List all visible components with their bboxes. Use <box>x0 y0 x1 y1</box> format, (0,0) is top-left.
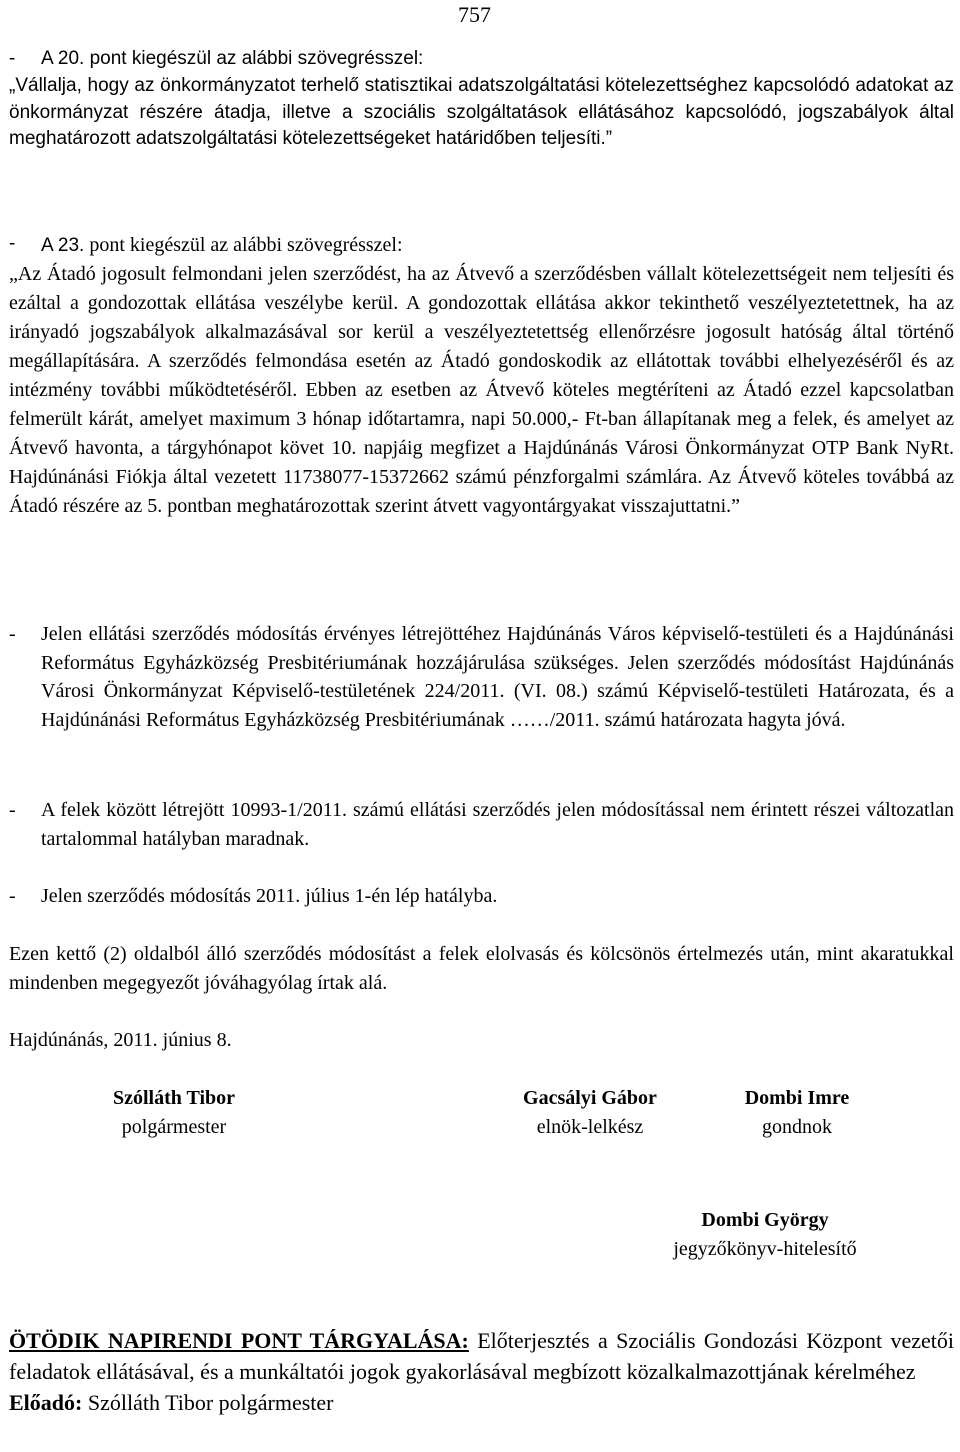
place-date: Hajdúnánás, 2011. június 8. <box>9 1029 232 1051</box>
agenda-heading: ÖTÖDIK NAPIRENDI PONT TÁRGYALÁSA: <box>9 1328 469 1353</box>
presenter-name: Szólláth Tibor polgármester <box>82 1390 334 1415</box>
item-text: Jelen ellátási szerződés módosítás érvényes létrejöttéhez Hajdúnánás Város képviselő-testületi és a Hajdúnánási Református Egyházközség Presbitériumának hozzájárulása szükséges. Jelen szerződés módosítást Hajdúnánás Városi Önkormányzat Képviselő-testületének 224/2011. (VI. 08.) számú Képviselő-testületi Határozata, és a Hajdúnánási Református Egyházközség Presbitériumának ……/2011. számú határozata hagyta jóvá. <box>41 623 954 731</box>
signatory-name: Szólláth Tibor <box>112 1087 236 1109</box>
item-intro-number: A 23. <box>41 235 85 256</box>
item-text: A felek között létrejött 10993-1/2011. számú ellátási szerződés jelen módosítással nem érintett részei változatlan tartalommal hatályban maradnak. <box>41 799 954 850</box>
amendment-item-approval <box>9 620 954 734</box>
signatory-name: Dombi Imre <box>744 1087 850 1109</box>
signatory-role: jegyzőkönyv-hitelesítő <box>673 1238 857 1260</box>
item-body: „Az Átadó jogosult felmondani jelen szerződést, ha az Átvevő a szerződésben vállalt kötelezettségeit nem teljesíti és ezáltal a gondozottak ellátása veszélybe kerül. A gondozottak ellátása akkor tekinthető veszélyeztetettnek, ha az irányadó jogszabályok alkalmazásával sor kerül a veszélyeztetettség ellenőrzésre jogosult hatóság által történő megállapítására. A szerződés felmondása esetén az Átadó gondoskodik az ellátottak további elhelyezéséről és az intézmény további működtetéséről. Ebben az esetben az Átvevő köteles megtéríteni az Átadó ezzel kapcsolatban felmerült kárát, amelyet maximum 3 hónap időtartamra, napi 50.000,- Ft-ban állapítanak meg a felek, és amelyet az Átvevő havonta, a tárgyhónapot követ 10. napjáig megfizet a Hajdúnánás Városi Önkormányzat OTP Bank NyRt. Hajdúnánási Fiókja által vezetett 11738077-15372662 számú pénzforgalmi számlára. Az Átvevő köteles továbbá az Átadó részére az 5. pontban meghatározottak szerint átvett vagyontárgyakat visszajuttatni.” <box>9 263 954 517</box>
signatory-mayor <box>74 1084 274 1142</box>
item-dash: - <box>9 48 16 69</box>
item-text: Jelen szerződés módosítás 2011. július 1-én lép hatályba. <box>41 885 498 907</box>
agenda-text: Előterjesztés a Szociális Gondozási Központ vezetői feladatok ellátásával, és a munkáltatói jogok gyakorlásával megbízott közalkalmazottjának kérelméhez <box>9 1328 955 1384</box>
signatory-role: gondnok <box>762 1116 832 1138</box>
closing-paragraph: Ezen kettő (2) oldalból álló szerződés módosítást a felek elolvasás és kölcsönös értelmezés után, mint akaratukkal mindenben megegyezőt jóváhagyólag írtak alá. <box>9 943 954 994</box>
item-quote: „Vállalja, hogy az önkormányzatot terhelő statisztikai adatszolgáltatási kötelezettséghez kapcsolódó adatokat az önkormányzat részére átadja, illetve a szociális szolgáltatások ellátásához kapcsolódó, jogszabályok által meghatározott adatszolgáltatási kötelezettségeket határidőben teljesíti.” <box>9 74 954 150</box>
page-number: 757 <box>458 2 491 27</box>
signatory-name: Dombi György <box>701 1209 829 1231</box>
item-intro: pont kiegészül az alábbi szövegrésszel: <box>84 234 403 256</box>
amendment-item-23 <box>9 231 954 521</box>
amendment-item-effective <box>9 882 954 911</box>
amendment-item-20 <box>9 46 954 153</box>
item-dash: - <box>9 799 16 821</box>
signatory-name: Gacsályi Gábor <box>523 1087 657 1109</box>
signatory-minutes-authenticator <box>640 1206 890 1264</box>
item-dash: - <box>9 623 16 645</box>
signatory-warden <box>712 1084 882 1142</box>
signatory-pastor <box>490 1084 690 1142</box>
item-intro: A 20. pont kiegészül az alábbi szövegrésszel: <box>41 48 424 69</box>
signatory-role: elnök-lelkész <box>536 1116 644 1138</box>
presenter-label: Előadó: <box>9 1390 83 1415</box>
item-dash: - <box>9 233 16 254</box>
item-dash: - <box>9 885 16 907</box>
amendment-item-unchanged <box>9 796 954 853</box>
signatory-role: polgármester <box>121 1116 227 1138</box>
agenda-item-five <box>9 1325 954 1418</box>
